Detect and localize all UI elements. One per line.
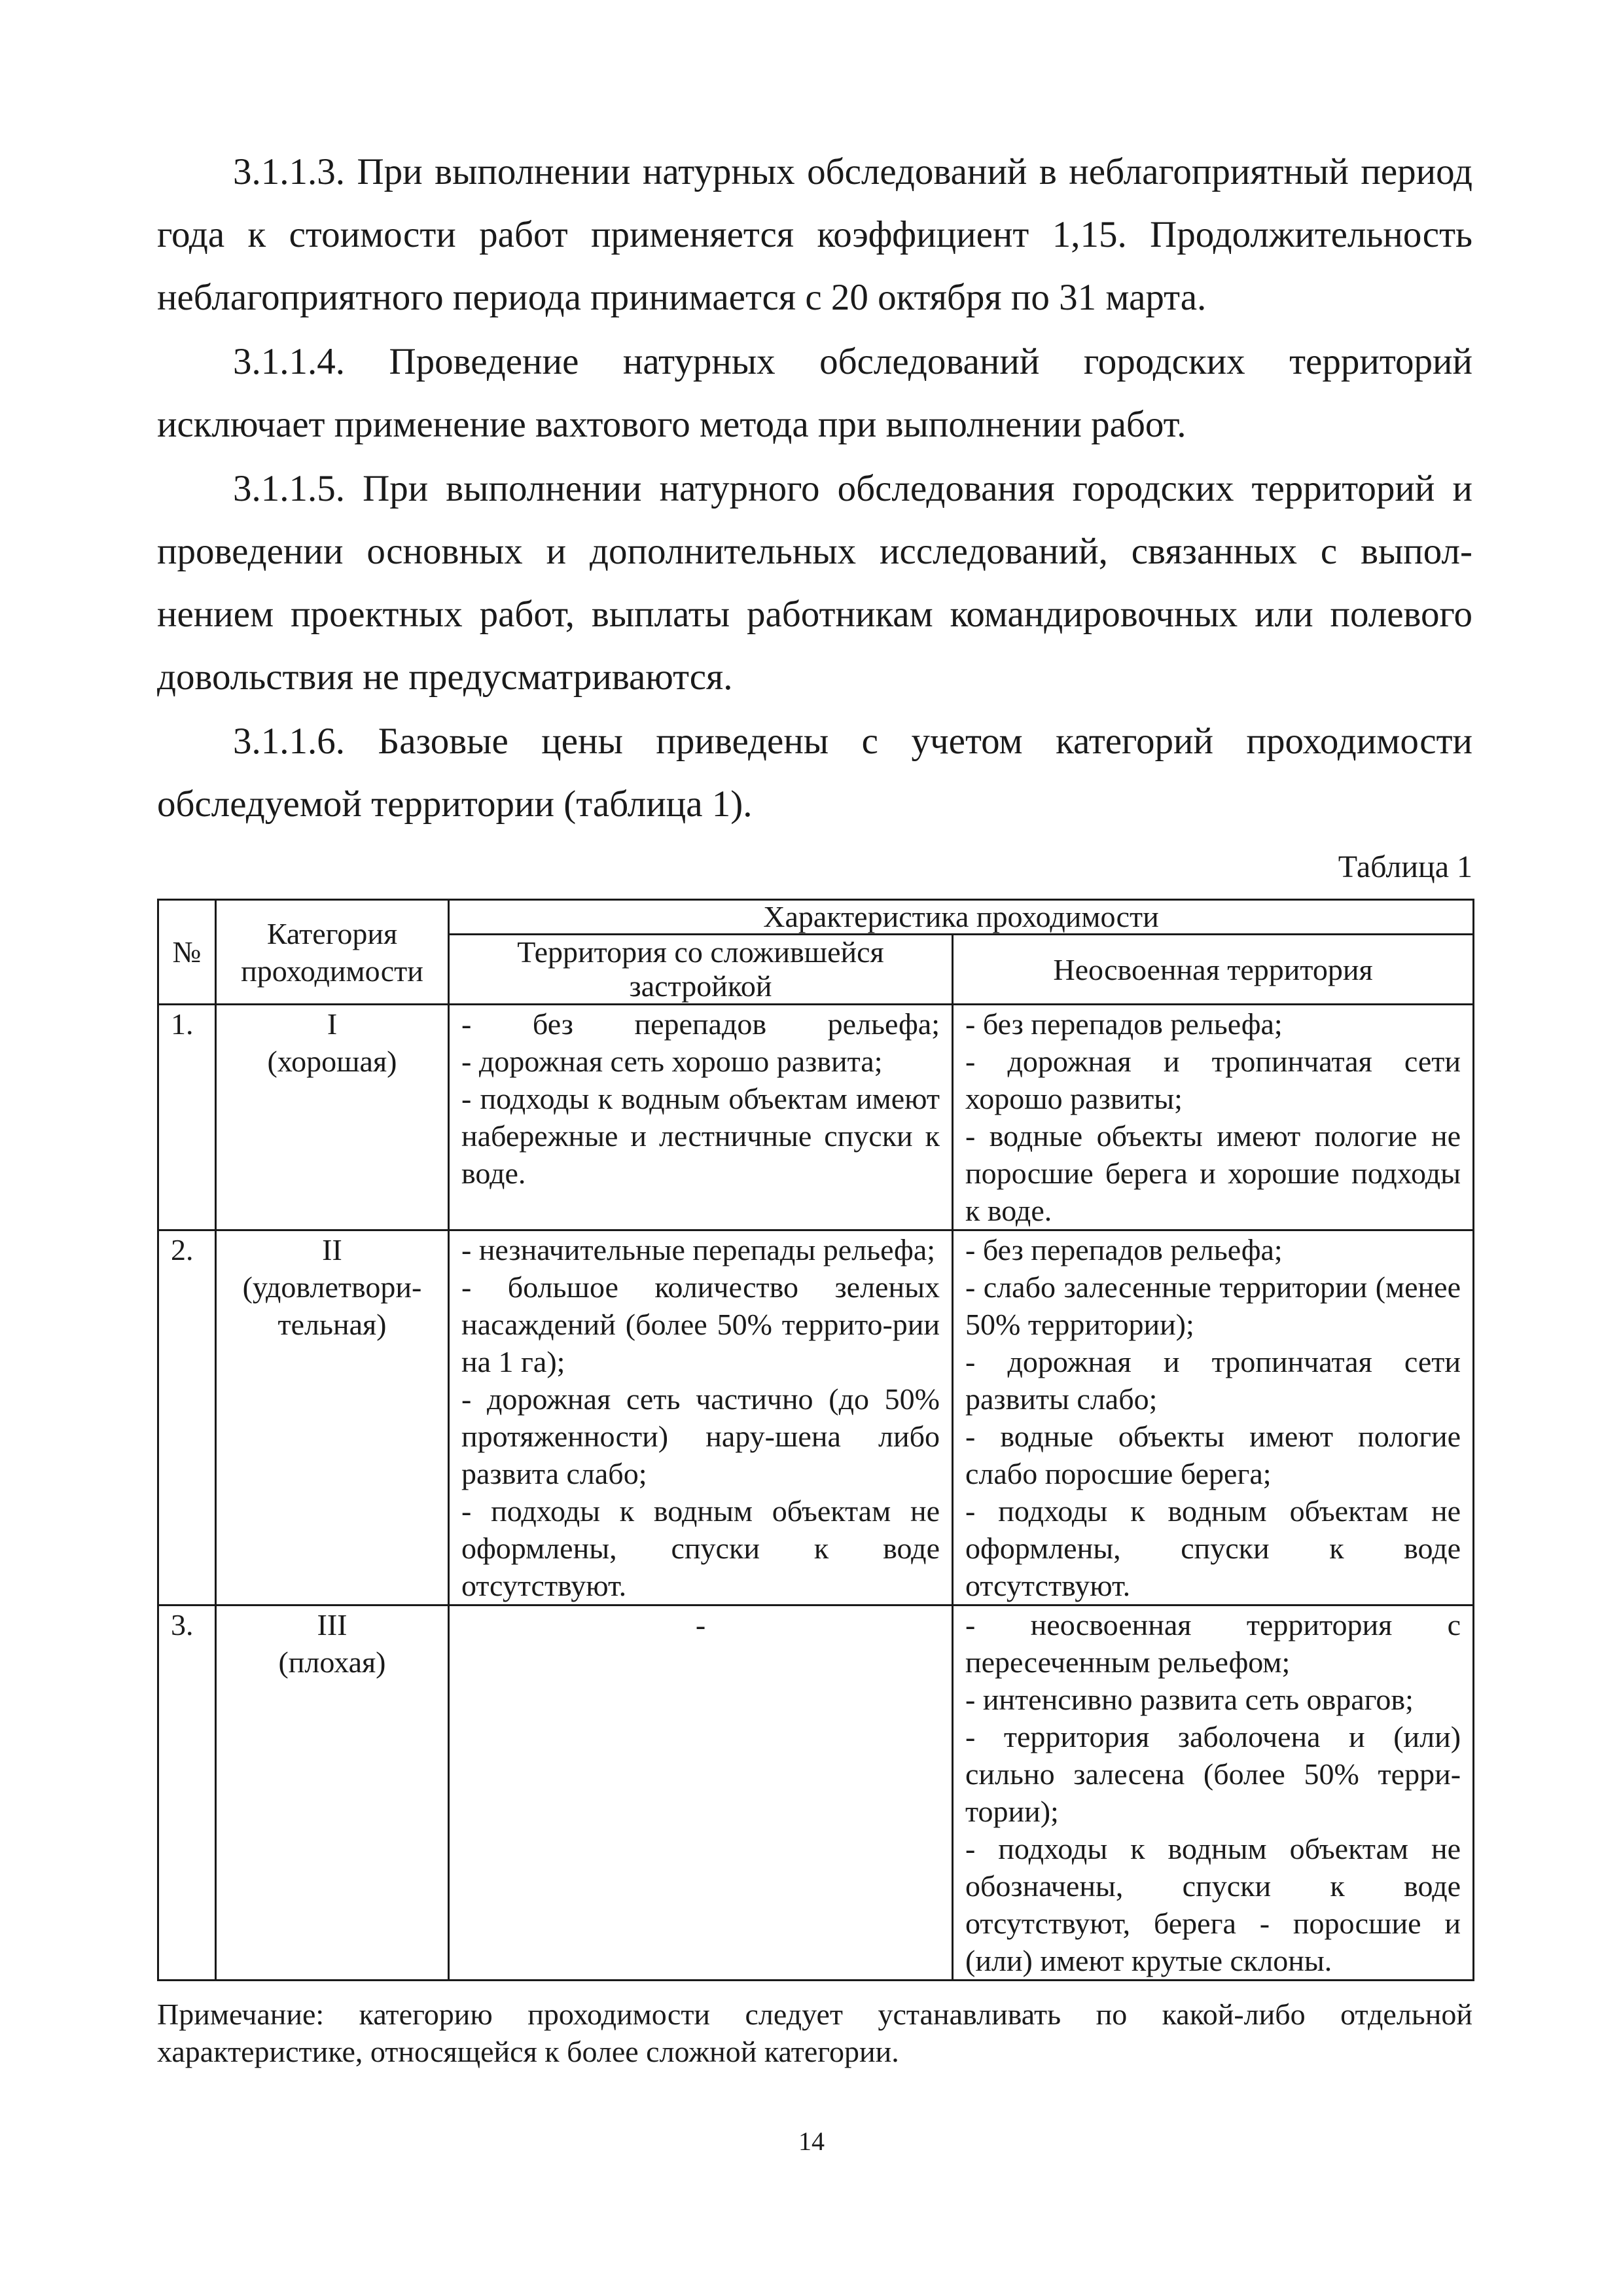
category-roman: III — [317, 1608, 348, 1641]
row-number: 1. — [158, 1005, 216, 1230]
list-item: - большое количество зеленых насаждений (более 50% террито-рии на 1 га); — [461, 1270, 940, 1378]
category-roman: II — [322, 1233, 342, 1266]
list-item: - без перепадов рельефа; — [965, 1007, 1283, 1041]
list-item: - интенсивно развита сеть оврагов; — [965, 1683, 1414, 1716]
built-up-characteristics — [449, 1230, 953, 1605]
list-item: - подходы к водным объектам не оформлены, спуски к воде отсутствуют. — [965, 1494, 1461, 1602]
category-name: (хорошая) — [267, 1045, 397, 1078]
paragraph-3-1-1-4: 3.1.1.4. Проведение натурных обследований городских территорий исключает применение вахтового метода при выполнении работ. — [157, 341, 1472, 445]
list-item: - водные объекты имеют пологие не поросшие берега и хорошие подходы к воде. — [965, 1119, 1461, 1227]
built-up-characteristics — [449, 1005, 953, 1230]
built-up-characteristics: - — [449, 1605, 953, 1981]
table-header-row — [158, 900, 1474, 935]
table-caption: Таблица 1 — [1338, 850, 1472, 884]
undeveloped-characteristics — [953, 1005, 1474, 1230]
paragraph-3-1-1-5: 3.1.1.5. При выполнении натурного обследования городских территорий и проведении основных и дополнительных исследований, связанных с выполнением проектных работ, выплаты работникам командировочных или полевого довольствия не предусматриваются. — [157, 468, 1472, 698]
table-row — [158, 1230, 1474, 1605]
undeveloped-characteristics — [953, 1230, 1474, 1605]
list-item: - дорожная сеть частично (до 50% протяженности) нару-шена либо развита слабо; — [461, 1382, 940, 1490]
row-number: 3. — [158, 1605, 216, 1981]
list-item: - территория заболочена и (или) сильно залесена (более 50% терри-тории); — [965, 1720, 1461, 1828]
header-num: № — [158, 900, 216, 1005]
list-item: - слабо залесенные территории (менее 50% территории); — [965, 1270, 1461, 1341]
table-note: Примечание: категорию проходимости следует устанавливать по какой-либо отдельной характеристике, относящейся к более сложной категории. — [157, 1998, 1472, 2068]
category-name: (удовлетвори-тельная) — [242, 1270, 422, 1341]
row-category — [216, 1230, 449, 1605]
list-item: - без перепадов рельефа; — [965, 1233, 1283, 1266]
table-row — [158, 1605, 1474, 1981]
header-undeveloped: Неосвоенная территория — [953, 935, 1474, 1005]
undeveloped-characteristics — [953, 1605, 1474, 1981]
list-item: - неосвоенная территория с пересеченным рельефом; — [965, 1608, 1461, 1679]
list-item: - без перепадов рельефа; — [461, 1007, 940, 1041]
header-built-up: Территория со сложившейся застройкой — [449, 935, 953, 1005]
header-characteristic: Характеристика проходимости — [449, 900, 1474, 935]
document-page — [157, 141, 1472, 2070]
page-number: 14 — [798, 2126, 825, 2156]
list-item: - дорожная и тропинчатая сети хорошо развиты; — [965, 1045, 1461, 1115]
category-name: (плохая) — [278, 1645, 386, 1679]
header-category: Категория проходимости — [216, 900, 449, 1005]
list-item: - дорожная и тропинчатая сети развиты слабо; — [965, 1345, 1461, 1416]
list-item: - водные объекты имеют пологие слабо поросшие берега; — [965, 1420, 1461, 1490]
table-row — [158, 1005, 1474, 1230]
list-item: - незначительные перепады рельефа; — [461, 1233, 936, 1266]
list-item: - дорожная сеть хорошо развита; — [461, 1045, 883, 1078]
list-item: - подходы к водным объектам имеют набережные и лестничные спуски к воде. — [461, 1082, 940, 1190]
category-roman: I — [327, 1007, 338, 1041]
passability-table — [157, 899, 1474, 1981]
list-item: - подходы к водным объектам не оформлены, спуски к воде отсутствуют. — [461, 1494, 940, 1602]
row-category — [216, 1605, 449, 1981]
list-item: - подходы к водным объектам не обозначены, спуски к воде отсутствуют, берега - поросшие и (или) имеют крутые склоны. — [965, 1832, 1461, 1977]
row-number: 2. — [158, 1230, 216, 1605]
paragraph-3-1-1-3: 3.1.1.3. При выполнении натурных обследований в неблагоприятный период года к стоимости работ применяется коэффициент 1,15. Продолжительность неблагоприятного периода принимается с 20 октября по 31 марта. — [157, 151, 1472, 318]
row-category — [216, 1005, 449, 1230]
paragraph-3-1-1-6: 3.1.1.6. Базовые цены приведены с учетом категорий проходимости обследуемой территории (таблица 1). — [157, 721, 1472, 825]
